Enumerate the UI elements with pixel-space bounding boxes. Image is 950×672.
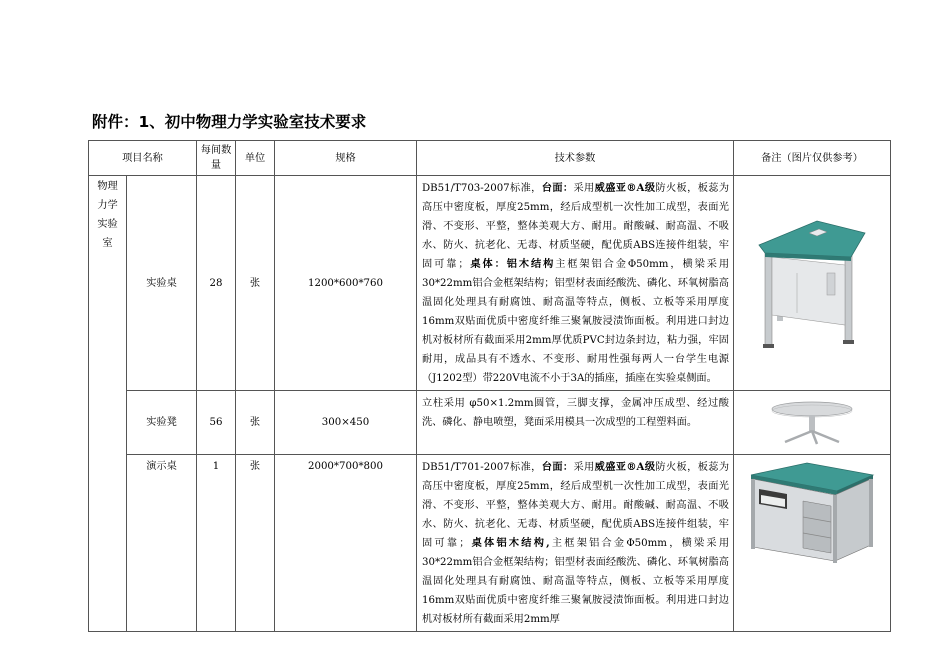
param-text: 主框架铝合金Φ50mm，横梁采用30*22mm铝合金框架结构；铝型材表面经酸洗、磷化、环氧树脂高温固化处理具有耐腐蚀、耐高温等特点，侧板、立板等采用厚度16mm双贴面优质中密度纤维三聚氰胺浸渍饰面板。利用进口封边机对板材所有截面采用2mm厚优质PVC封边条封边，粘力强，牢固耐用，成品具有不透水、不变形、耐用性强每两人一台学生电源（J1202型）带220V电流不小于3A的插座，插座在实验桌侧面。	[422, 259, 730, 384]
table-row	[89, 455, 891, 632]
category-label: 物理力学实验室	[97, 181, 118, 249]
category-cell	[89, 176, 127, 632]
spec-table	[88, 140, 891, 632]
row-unit: 张	[236, 176, 275, 391]
row-qty: 56	[197, 391, 236, 455]
row-name: 实验凳	[127, 391, 197, 455]
row-unit: 张	[236, 391, 275, 455]
param-bold: 威盛亚®A级	[594, 182, 656, 194]
row-params	[417, 391, 734, 455]
param-text: 防火板，板蕊为高压中密度板，厚度25mm，经后成型机一次性加工成型，表面光滑、不变形、平整，整体美观大方、耐用。耐酸碱、耐高温、不吸水、防火、抗老化、无毒、材质坚硬，配优质ABS连接件组装，牢固可靠；	[422, 462, 730, 549]
param-text: DB51/T703-2007标准，	[422, 183, 542, 194]
remark-image-cell	[734, 391, 891, 455]
param-text: 主框架铝合金Φ50mm，横梁采用30*22mm铝合金框架结构；铝型材表面经酸洗、磷化、环氧树脂高温固化处理具有耐腐蚀、耐高温等特点，侧板、立板等采用厚度16mm双贴面优质中密度纤维三聚氰胺浸渍饰面板。利用进口封边机对板材所有截面采用2mm厚	[422, 538, 730, 625]
row-qty: 28	[197, 176, 236, 391]
row-unit: 张	[236, 455, 275, 632]
table-row	[89, 391, 891, 455]
param-bold: 威盛亚®A级	[594, 461, 656, 473]
row-spec: 1200*600*760	[275, 176, 417, 391]
lab-desk-image	[757, 213, 867, 353]
header-row	[89, 141, 891, 176]
demo-desk-image	[747, 461, 877, 571]
header-params: 技术参数	[417, 141, 734, 176]
header-remark: 备注（图片仅供参考）	[734, 141, 891, 176]
param-bold: 台面：	[541, 182, 574, 194]
param-bold: 台面：	[541, 461, 574, 473]
row-qty: 1	[197, 455, 236, 632]
remark-image-cell	[734, 176, 891, 391]
row-name: 实验桌	[127, 176, 197, 391]
header-qty: 每间数量	[197, 141, 236, 176]
row-params	[417, 455, 734, 632]
row-spec: 2000*700*800	[275, 455, 417, 632]
param-text: 采用	[573, 183, 595, 194]
param-bold: 桌体铝木结构,	[469, 537, 550, 549]
param-text: 防火板，板蕊为高压中密度板，厚度25mm，经后成型机一次性加工成型，表面光滑、不变形、平整，整体美观大方、耐用。耐酸碱、耐高温、不吸水、防火、抗老化、无毒、材质坚硬，配优质ABS连接件组装，牢固可靠；	[422, 183, 730, 270]
lab-stool-image	[767, 400, 857, 446]
header-name: 项目名称	[89, 141, 197, 176]
param-text: DB51/T701-2007标准，	[422, 462, 542, 473]
param-text: 立柱采用 φ50×1.2mm圆管，三脚支撑，金属冲压成型、经过酸洗、磷化、静电喷塑，凳面采用模具一次成型的工程塑料面。	[422, 398, 729, 428]
row-name: 演示桌	[127, 455, 197, 632]
page-title: 附件：1、初中物理力学实验室技术要求	[92, 113, 367, 131]
header-unit: 单位	[236, 141, 275, 176]
row-spec: 300×450	[275, 391, 417, 455]
table-row	[89, 176, 891, 391]
remark-image-cell	[734, 455, 891, 632]
row-params	[417, 176, 734, 391]
header-spec: 规格	[275, 141, 417, 176]
param-bold: 桌体：铝木结构	[468, 258, 556, 270]
param-text: 采用	[573, 462, 595, 473]
